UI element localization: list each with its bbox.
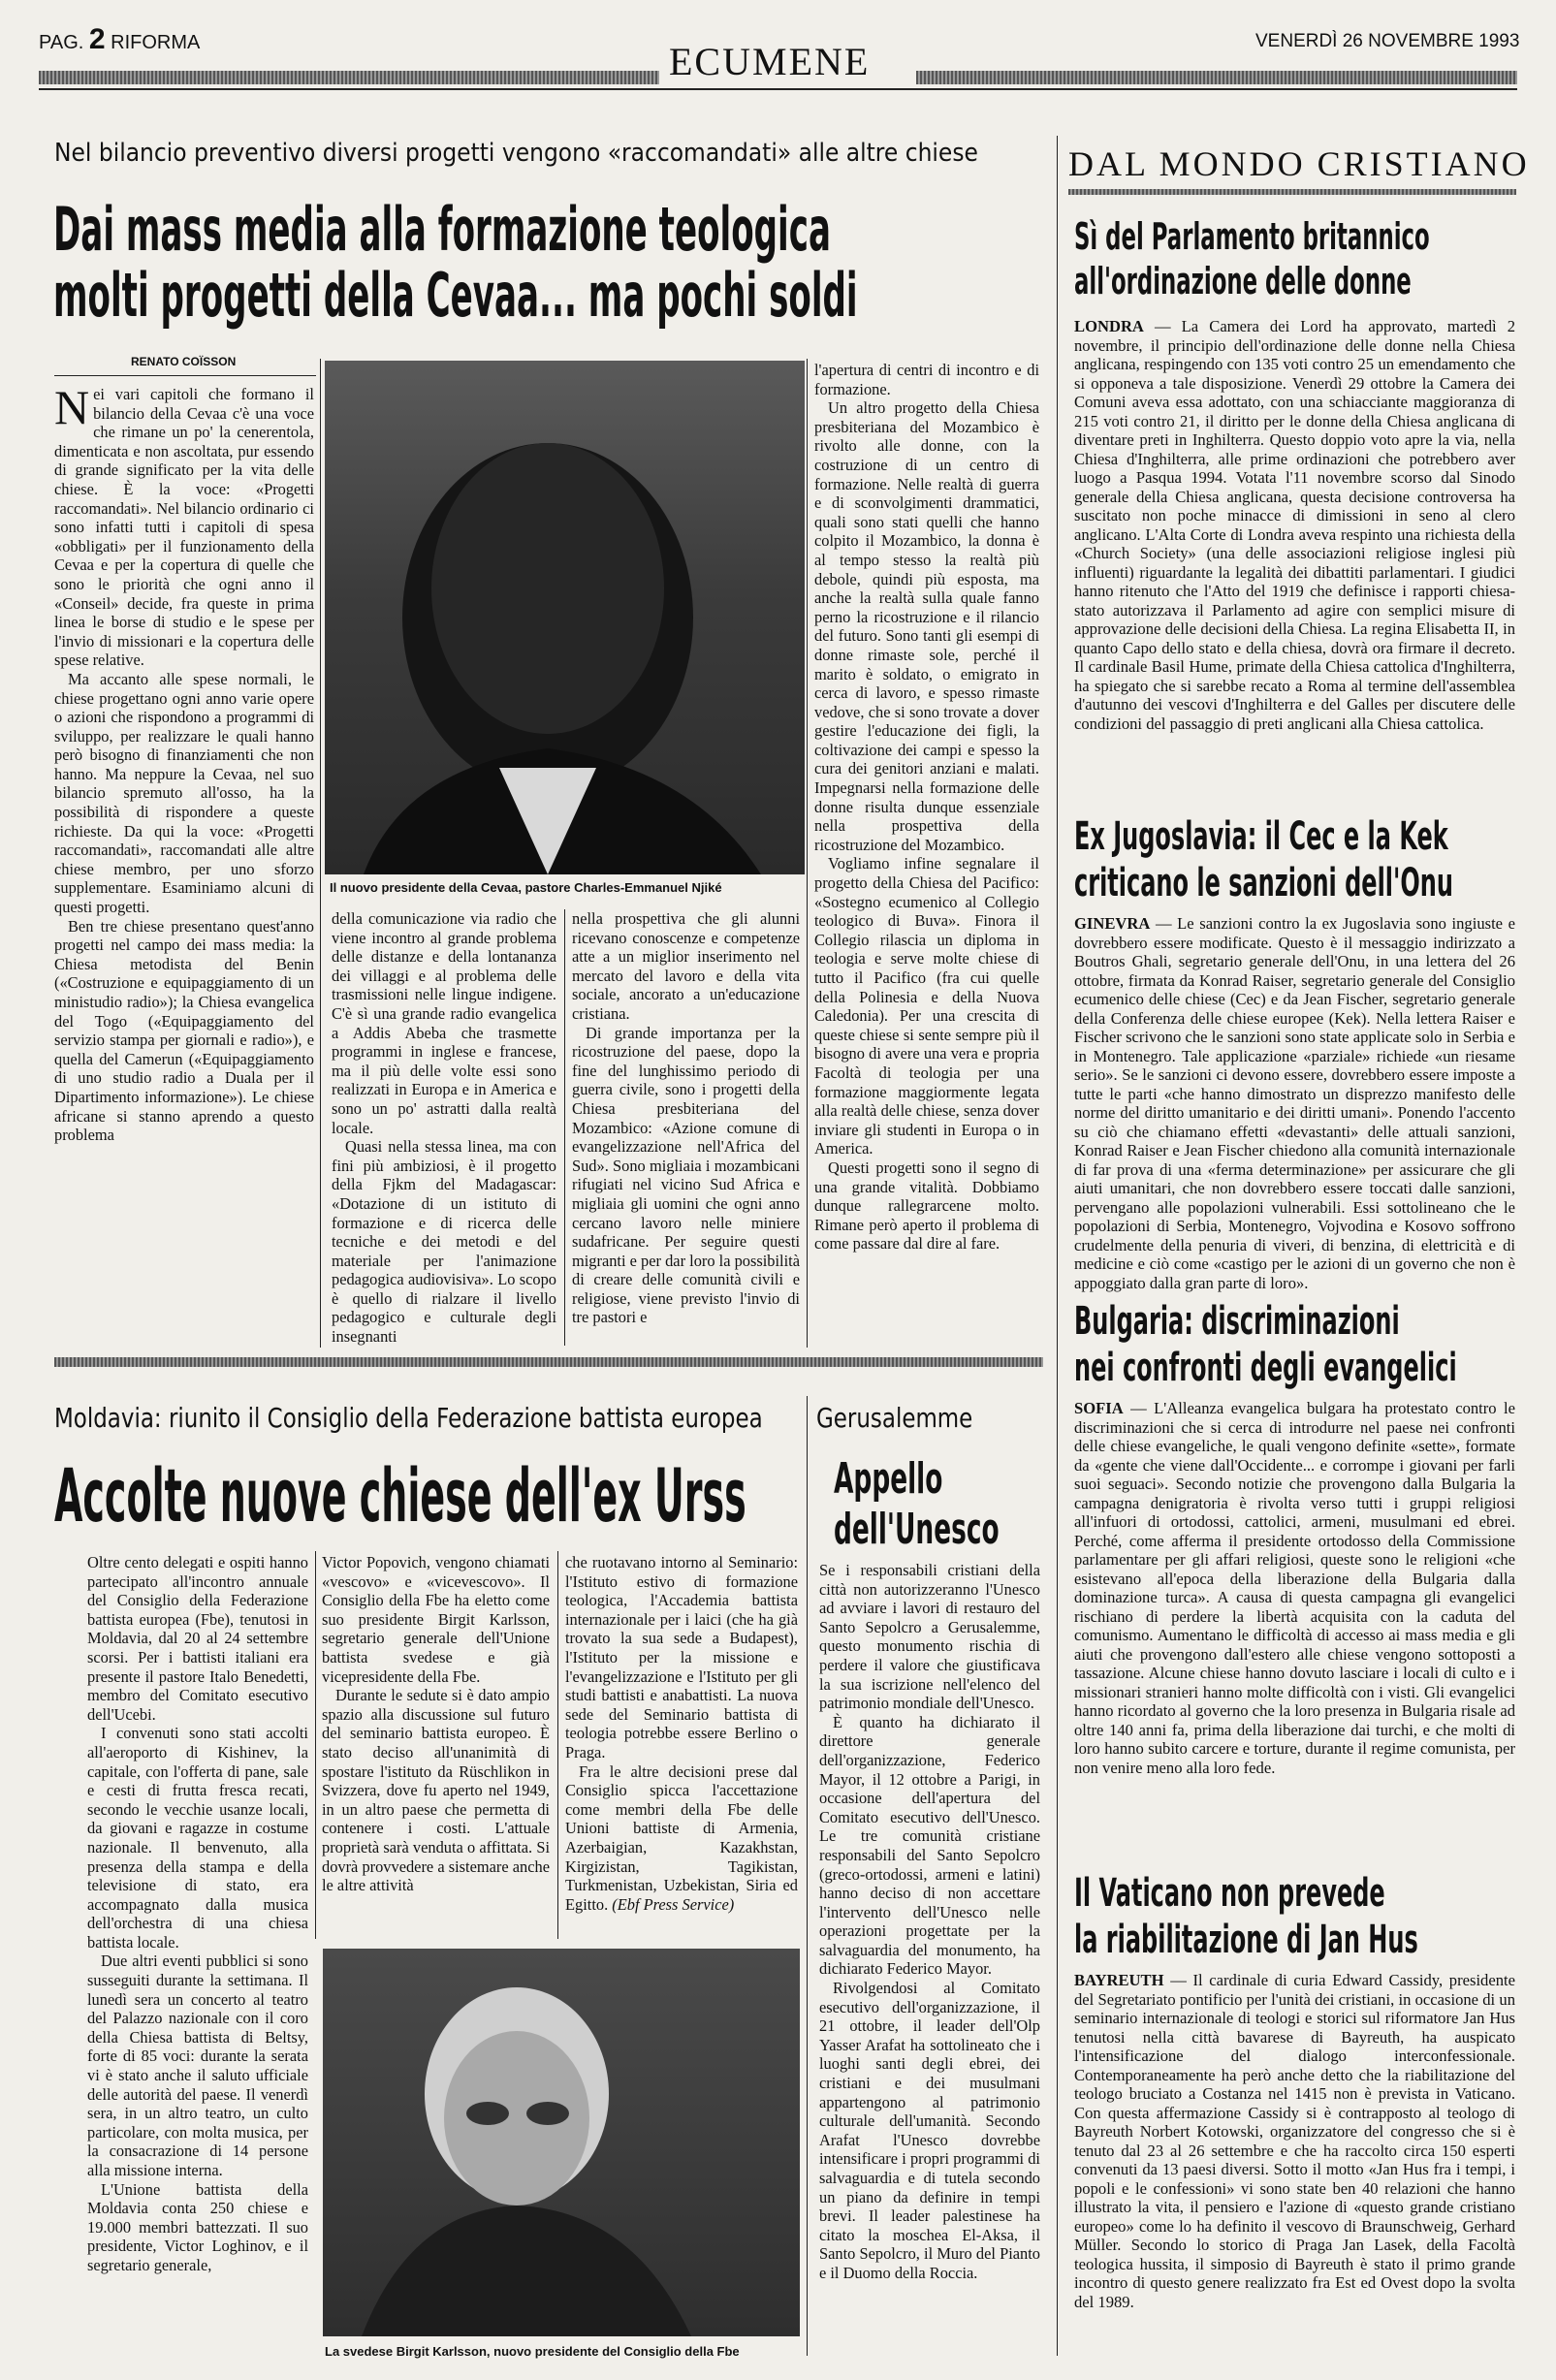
col4-paragraph-3: Vogliamo infine segnalare il progetto della Chiesa del Pacifico: «Sostegno ecumenico al Collegio teologico di Buva». Finora il Collegio rilascia un diploma in teologia e serve molte chiese di tutto il Pacifico (fra cui quelle della Polinesia e della Nuova Caledonia). Per una crescita di queste chiese si sente sempre più il bisogno di avere una vera e propria Facoltà di teologia per una formazione maggiormente legata alla realtà delle chiese, senza dover inviare gli studenti in Europa o in America.: [814, 854, 1039, 1158]
bottom-col3-paragraph-2: Fra le altre decisioni prese dal Consiglio spicca l'accettazione come membri della Fbe delle Unioni battiste di Armenia, Azerbaigian, Kazakhstan, Kirgizistan, Tagikistan, Turkmenistan, Uzbekistan, Siria ed Egitto. (Ebf Press Service): [565, 1761, 798, 1914]
brief4-headline-line2: la riabilitazione di Jan Hus: [1074, 1918, 1418, 1962]
bottom-article-headline: Accolte nuove chiese dell'ex Urss: [54, 1452, 746, 1539]
col4-paragraph-2: Un altro progetto della Chiesa presbiteriana del Mozambico è rivolto alle donne, con la costruzione di un centro di formazione. Nelle realtà di guerra e di sconvolgimenti drammatici, quali sono stati quelli che hanno colpito il Mozambico, la donna è al tempo stesso la realtà più debole, quindi più esposta, ma anche la realtà sulla quale fanno perno la ricostruzione e il rilancio del futuro. Sono tanti gli esempi di donne rimaste sole, perché il marito è soldato, o emigrato in cerca di lavoro, e spesso rimaste vedove, che si sono trovate a dover gestire l'educazione dei figli, la coltivazione dei campi e spesso la cura dei genitori anziani e malati. Impegnarsi nella formazione delle donne risulta dunque essenziale nella prospettiva della ricostruzione del Mozambico.: [814, 398, 1039, 854]
column-divider: [807, 1396, 808, 2356]
section-title: ECUMENE: [669, 40, 871, 83]
bottom-col1-paragraph-2: I convenuti sono stati accolti all'aeroporto di Kishinev, la capitale, con l'offerta di pane, sale e cesti di frutta fresca recati, secondo le vecchie usanze locali, da giovani e ragazze in costume nazionale. Il benvenuto, alla presenza della stampa e della televisione di stato, era accompagnato dalla musica dell'orchestra di una chiesa battista locale.: [87, 1724, 308, 1952]
col4-paragraph-1: l'apertura di centri di incontro e di formazione.: [814, 361, 1039, 398]
masthead-band-left: [39, 71, 659, 84]
brief4-text: BAYREUTH — Il cardinale di curia Edward Cassidy, presidente del Segretariato pontificio per l'unità dei cristiani, in occasione di un seminario internazionale di teologi e storici sul riformatore Jan Hus tenutosi nella città bavarese di Bayreuth, ha auspicato l'intensificazione del dialogo interconfessionale. Contemporaneamente ha però anche detto che la riabilitazione del teologo bruciato a Costanza nel 1415 non è prevista in Vaticano. Con questa affermazione Cassidy si è contrapposto al teologo di Bayreuth Norbert Kotowski, organizzatore del congresso che si è tenuto dal 23 al 26 settembre e che ha raccolto circa 150 esperti convenuti da 13 paesi diversi. Sotto il motto «Jan Hus fra i tempi, i popoli e le confessioni» vi sono state ben 40 relazioni che hanno illustrato la vita, il pensiero e l'azione di «questo grande cristiano europeo» come lo ha definito il vescovo di Braunschweig, Gerhard Müller. Secondo lo storico di Praga Jan Lasek, della Facoltà teologica hussita, il simposio di Bayreuth è stato il primo grande incontro di questo genere realizzato fra Est ed Ovest dopo la svolta del 1989.: [1074, 1971, 1515, 2311]
brief1-text: LONDRA — La Camera dei Lord ha approvato, martedì 2 novembre, il principio dell'ordinazione delle donne nella Chiesa anglicana, respingendo con 135 voti contro 25 un emendamento che si opponeva a tale disposizione. Venerdì 29 ottobre la Camera dei Comuni aveva essa adottato, con una schiacciante maggioranza di 215 voti contro 21, il diritto per le donne della Chiesa anglicana di diventare preti in Inghilterra. Questo doppio voto apre la via, nella Chiesa d'Inghilterra, alle prime ordinazioni che potrebbero aver luogo a Pasqua 1994. Votata l'11 novembre scorso dal Sinodo generale della Chiesa anglicana, questa decisione controversa ha suscitato non poche minacce di dimissioni in seno al clero anglicano. L'Alta Corte di Londra aveva respinto una richiesta della «Church Society» (una delle associazioni religiose inglesi più influenti) riguardante la legalità dei dibattiti parlamentari. I giudici hanno ritenuto che l'Atto del 1919 che definisce i rapporti chiesa-stato autorizzava il Parlamento ad agire con semplici misure di approvazione delle decisioni della Chiesa. La regina Elisabetta II, in quanto Capo dello stato e della chiesa, dovrà ora firmare il decreto. Il cardinale Basil Hume, primate della Chiesa cattolica d'Inghilterra, ha spiegato che si sarebbe recato a Roma al termine dell'assemblea d'autunno dei vescovi d'Inghilterra e del Galles per discutere delle condizioni del passaggio di preti anglicani alla Chiesa cattolica.: [1074, 317, 1515, 733]
brief3-headline-line2: nei confronti degli evangelici: [1074, 1346, 1457, 1390]
bottom-article-col1: [87, 1553, 308, 2367]
brief3-dateline: SOFIA: [1074, 1399, 1124, 1417]
page-number-label: [39, 23, 200, 56]
column-divider: [557, 1551, 558, 1939]
masthead-band-right: [916, 71, 1517, 84]
byline: RENATO COÏSSON: [131, 355, 237, 368]
col1-paragraph-3: Ben tre chiese presentano quest'anno progetti nel campo dei mass media: la Chiesa metodista del Benin («Costruzione e equipaggiamento di un ministudio radio»); la Chiesa evangelica del Togo («Equipaggiamento del servizio stampa per giornali e radio»), e quella del Camerun («Equipaggiamento di uno studio radio a Duala per il Dipartimento informazione»). Le chiese africane si stanno aprendo a questo problema: [54, 916, 314, 1145]
top-article-headline-line1: Dai mass media alla formazione teologica: [53, 194, 831, 265]
right-section-title: DAL MONDO CRISTIANO: [1068, 144, 1530, 183]
photo-caption-njike: Il nuovo presidente della Cevaa, pastore Charles-Emmanuel Njiké: [330, 880, 722, 895]
column-divider: [320, 359, 321, 1348]
photo-karlsson: [323, 1949, 800, 2336]
unesco-paragraph-1: Se i responsabili cristiani della città non autorizzeranno l'Unesco ad avviare i lavori di restauro del Santo Sepolcro a Gerusalemme, questo monumento rischia di perdere il valore che giustificava la sua iscrizione nell'elenco del patrimonio mondiale dell'Unesco.: [819, 1561, 1040, 1713]
page-date: VENERDÌ 26 NOVEMBRE 1993: [1255, 31, 1520, 51]
col1-first-paragraph: Nei vari capitoli che formano il bilancio della Cevaa c'è una voce che rimane un po' la cenerentola, dimenticata e non ascoltata, pur essendo di grande significato per la vita delle chiese. È la voce: «Progetti raccomandati». Nel bilancio ordinario ci sono infatti tutti i capitoli di spesa «obbligati» per il funzionamento della Cevaa e per la copertura di quelle che sono le priorità che ogni anno il «Conseil» decide, fra queste in prima linea le borse di studio e le spese per l'invio di missionari e la copertura delle spese relative.: [54, 385, 314, 670]
bottom-col1-paragraph-1: Oltre cento delegati e ospiti hanno partecipato all'incontro annuale del Consiglio della Federazione battista europea (Fbe), tenutosi in Moldavia, dal 20 al 24 settembre scorsi. Per i battisti italiani era presente il pastore Italo Benedetti, membro del Comitato esecutivo dell'Ucebi.: [87, 1553, 308, 1724]
brief2-text: GINEVRA — Le sanzioni contro la ex Jugoslavia sono ingiuste e dovrebbero essere modificate. Questo è il messaggio indirizzato a Boutros Ghali, segretario generale dell'Onu, in una lettera del 26 ottobre, firmata da Konrad Raiser, segretario generale del Consiglio ecumenico delle chiese (Cec) e da Jean Fischer, segretario generale della Conferenza delle chiese europee (Kek). Nella lettera Raiser e Fischer scrivono che le sanzioni sono state applicate solo in Serbia e in Montenegro. Tale applicazione «parziale» richiede «un riesame serio». Se le sanzioni ci devono essere, dovrebbero essere imposte a tutte le parti «che hanno dimostrato un disprezzo manifesto delle norme del diritto umanitario e dei diritti umani». Ponendo l'accento su ciò che chiamano effetti «devastanti» delle attuali sanzioni, Konrad Raiser e Jean Fischer chiedono alla comunità internazionale di far prova di una «ferma determinazione» per assicurare che gli aiuti umanitari, che non dovrebbero essere toccati dalle sanzioni, pervengano alle popolazioni vulnerabili. Essi sottolineano che le popolazioni di Serbia, Montenegro, Vojvodina e Kosovo soffrono crudelmente della penuria di viveri, di benzina, di elettricità e di medicine e ciò come «castigo per le azioni di un governo che non è appoggiato dalla gran parte di loro».: [1074, 914, 1515, 1292]
byline-rule: [54, 375, 316, 376]
col2-paragraph-1: della comunicazione via radio che viene incontro al grande problema delle distanze e della lontananza dei villaggi e al problema delle trasmissioni nelle lingue indigene. C'è sì una grande radio evangelica a Addis Abeba che trasmette programmi in inglese e francese, ma il più delle volte essi sono realizzati in Europa e in America e sono un po' astratti dalla realtà locale.: [332, 909, 556, 1137]
column-divider: [564, 909, 565, 1346]
brief3-text: SOFIA — L'Alleanza evangelica bulgara ha protestato contro le discriminazioni che si cerca di introdurre nel paese nei confronti delle chiese evangeliche, le quali vengono definite «sette», formate da «gente che viene dall'Occidente... e corrompe i giovani per farli suoi seguaci». Secondo notizie che provengono dalla Bulgaria la campagna denigratoria è rivolta verso tutti i gruppi religiosi all'infuori di ortodossi, cattolici, armeni, musulmani ed ebrei. Perché, come afferma il presidente ortodosso della Commissione parlamentare per gli affari religiosi, queste sono le religioni «che esistevano all'epoca della liberazione della Bulgaria dalla dominazione turca». A causa di questa campagna gli evangelici rischiano di perdere la libertà acquisita con la caduta del comunismo. Aumentano le difficoltà di accesso ai mass media e gli aiuti che provengono dall'estero alle chiese vengono sottoposti a tassazione. Alcune chiese hanno dovuto lasciare i locali di culto e i missionari stranieri hanno molte difficoltà con i visti. Gli evangelici hanno ricordato al governo che la loro presenza in Bulgaria risale ad oltre 140 anni fa, prima della liberazione dai turchi, e che molti di loro hanno subito carcere e torture, durante il regime comunista, per non venire meno alla loro fede.: [1074, 1399, 1515, 1777]
col3-paragraph-1: nella prospettiva che gli alunni ricevano conoscenze e competenze atte a un miglior inserimento nel mercato del lavoro e della vita sociale, ancorato a un'educazione cristiana.: [572, 909, 800, 1023]
brief2-headline-line1: Ex Jugoslavia: il Cec e la Kek: [1074, 814, 1448, 859]
bottom-col2-paragraph-2: Durante le sedute si è dato ampio spazio alla discussione sul futuro del seminario battista europeo. È stato deciso all'unanimità di spostare l'istituto da Rüschlikon in Svizzera, dove fu aperto nel 1949, in un altro paese che permetta di contenere i costi. L'attuale proprietà sarà venduta o affittata. Si dovrà provvedere a sistemare anche le altre attività: [322, 1686, 550, 1895]
bottom-col1-paragraph-4: L'Unione battista della Moldavia conta 250 chiese e 19.000 membri battezzati. Il suo presidente, Victor Loghinov, e il segretario generale,: [87, 2179, 308, 2274]
photo-caption-karlsson: La svedese Birgit Karlsson, nuovo presidente del Consiglio della Fbe: [325, 2344, 740, 2359]
unesco-headline-line1: Appello: [834, 1454, 943, 1504]
header-rule: [39, 88, 1517, 90]
bottom-article-kicker: Moldavia: riunito il Consiglio della Federazione battista europea: [54, 1402, 763, 1434]
portrait-figure: [325, 361, 805, 874]
unesco-headline-line2: dell'Unesco: [834, 1505, 1000, 1554]
unesco-paragraph-2: È quanto ha dichiarato il direttore generale dell'organizzazione, Federico Mayor, il 12 ottobre a Parigi, in occasione dell'apertura del Comitato esecutivo dell'Unesco. Le tre comunità cristiane responsabili del Santo Sepolcro (greco-ortodossi, armeni e latini) hanno deciso di non accettare l'intervento dell'Unesco nelle operazioni progettate per la salvaguardia del monumento, ha dichiarato Federico Mayor.: [819, 1712, 1040, 1979]
page-label: PAG.: [39, 32, 84, 53]
unesco-kicker: Gerusalemme: [816, 1402, 973, 1434]
top-article-col4: [814, 361, 1039, 1349]
unesco-paragraph-3: Rivolgendosi al Comitato esecutivo dell'organizzazione, il 21 ottobre, il leader dell'Olp Yasser Arafat ha sottolineato che i luoghi santi degli ebrei, dei cristiani e dei musulmani appartengono al patrimonio culturale dell'umanità. Secondo Arafat l'Unesco dovrebbe intensificare i propri programmi di salvaguardia e di tutela secondo un piano da definire in tempi brevi. Il leader palestinese ha citato la moschea El-Aksa, il Santo Sepolcro, il Muro del Pianto e il Duomo della Roccia.: [819, 1979, 1040, 2282]
col2-paragraph-2: Quasi nella stessa linea, ma con fini più ambiziosi, è il progetto della Fjkm del Madagascar: «Dotazione di un istituto di formazione e di ricerca delle tecniche e dei metodi e del materiale per l'animazione pedagogica audiovisiva». Lo scopo è quello di rialzare il livello pedagogico e culturale degli insegnanti: [332, 1137, 556, 1347]
bottom-col2-paragraph-1: Victor Popovich, vengono chiamati «vescovo» e «vicevescovo». Il Consiglio della Fbe ha eletto come suo presidente Birgit Karlsson, segretario generale dell'Unione battista svedese e già vicepresidente della Fbe.: [322, 1553, 550, 1686]
bottom-col1-paragraph-3: Due altri eventi pubblici si sono susseguiti durante la settimana. Il lunedì sera un concerto al teatro del Palazzo nazionale con il coro della Chiesa battista di Beltsy, forte di 85 voci: durante la serata vi è stato anche il saluto ufficiale delle autorità del paese. Il venerdì sera, in un altro teatro, un culto particolare, con molta musica, per la consacrazione di 14 persone alla missione interna.: [87, 1952, 308, 2179]
brief4-dateline: BAYREUTH: [1074, 1971, 1164, 1989]
dropcap: N: [54, 385, 90, 434]
brief2-headline-line2: criticano le sanzioni dell'Onu: [1074, 861, 1453, 905]
brief1-headline-line1: Sì del Parlamento britannico: [1074, 215, 1430, 258]
brief4-headline-line1: Il Vaticano non prevede: [1074, 1871, 1385, 1916]
source-credit: (Ebf Press Service): [612, 1894, 735, 1914]
brief1-dateline: LONDRA: [1074, 317, 1144, 335]
right-column-divider: [1057, 136, 1058, 2356]
bottom-article-col2: [322, 1553, 550, 1926]
paper-name: RIFORMA: [111, 32, 201, 53]
mid-page-band: [54, 1357, 1043, 1367]
page-number: 2: [88, 23, 106, 55]
bottom-article-col3: [565, 1553, 798, 1926]
photo-njike: [325, 361, 805, 874]
top-article-col1: [54, 385, 314, 1354]
col3-paragraph-2: Di grande importanza per la ricostruzione del paese, dopo la fine del lunghissimo periodo di guerra civile, sono i progetti della Chiesa presbiteriana del Mozambico: «Azione comune di evangelizzazione nell'Africa del Sud». Sono migliaia i mozambicani rifugiati nel vicino Sud Africa e migliaia gli uomini che ogni anno cercano lavoro nelle miniere sudafricane. Per seguire questi migranti e per dar loro la possibilità di creare delle comunità civili e religiose, viene previsto l'invio di tre pastori e: [572, 1023, 800, 1327]
right-section-band: [1068, 189, 1516, 195]
brief2-dateline: GINEVRA: [1074, 914, 1151, 933]
col4-paragraph-4: Questi progetti sono il segno di una grande vitalità. Dobbiamo dunque rallegrarcene molto. Rimane però aperto il problema di come passare dal dire al fare.: [814, 1158, 1039, 1253]
brief3-headline-line1: Bulgaria: discriminazioni: [1074, 1299, 1400, 1344]
top-article-col3: [572, 909, 800, 1355]
top-article-kicker: Nel bilancio preventivo diversi progetti vengono «raccomandati» alle altre chiese: [54, 139, 978, 168]
column-divider: [315, 1551, 316, 1939]
col1-paragraph-2: Ma accanto alle spese normali, le chiese progettano ogni anno varie opere o azioni che rispondono a programmi di sviluppo, per realizzare le quali hanno però bisogno di finanziamenti che non hanno. Ma neppure la Cevaa, nel suo bilancio spremuto all'osso, ha la possibilità di rispondere a queste richieste. Da qui la voce: «Progetti raccomandati», raccomandati alle altre chiese membro, per uno sforzo supplementare. Esaminiamo alcuni di questi progetti.: [54, 669, 314, 917]
bottom-col3-paragraph-1: che ruotavano intorno al Seminario: l'Istituto estivo di formazione teologica, l'Accademia battista internazionale per i laici (che ha già trovato la sua sede a Budapest), l'Istituto per la missione e l'evangelizzazione e l'Istituto per gli studi battisti e anabattisti. La nuova sede del Seminario battista di teologia potrebbe essere Berlino o Praga.: [565, 1553, 798, 1761]
top-article-headline-line2: molti progetti della Cevaa... ma pochi soldi: [53, 260, 858, 331]
brief1-headline-line2: all'ordinazione delle donne: [1074, 260, 1412, 302]
unesco-article-body: [819, 1561, 1040, 2365]
column-divider: [807, 359, 808, 1348]
top-article-col2: [332, 909, 556, 1355]
portrait-figure: [323, 1949, 800, 2336]
